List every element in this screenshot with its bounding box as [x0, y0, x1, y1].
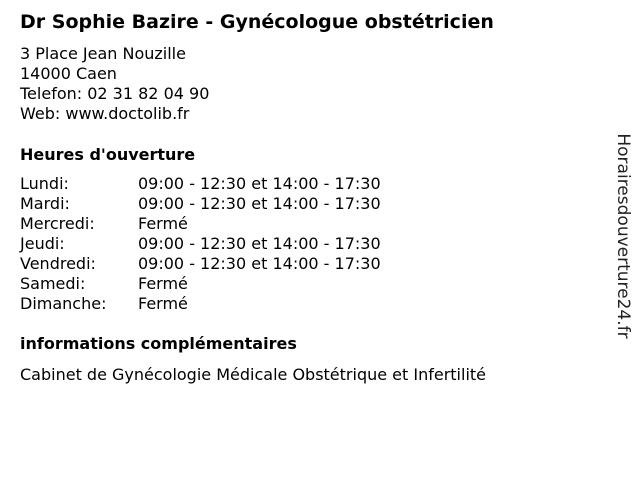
day-label: Vendredi:	[20, 254, 96, 273]
day-label: Dimanche:	[20, 294, 107, 313]
additional-info-heading: informations complémentaires	[20, 334, 297, 353]
page-title: Dr Sophie Bazire - Gynécologue obstétricien	[20, 11, 494, 33]
time-value: Fermé	[138, 274, 188, 293]
time-value: 09:00 - 12:30 et 14:00 - 17:30	[138, 174, 381, 193]
site-watermark: Horairesdouverture24.fr	[613, 133, 633, 339]
phone-number: Telefon: 02 31 82 04 90	[20, 84, 210, 103]
time-value: 09:00 - 12:30 et 14:00 - 17:30	[138, 254, 381, 273]
additional-info-text: Cabinet de Gynécologie Médicale Obstétrique et Infertilité	[20, 365, 487, 384]
day-label: Jeudi:	[20, 234, 65, 253]
time-value: 09:00 - 12:30 et 14:00 - 17:30	[138, 234, 381, 253]
website: Web: www.doctolib.fr	[20, 104, 190, 123]
time-value: Fermé	[138, 214, 188, 233]
opening-hours-heading: Heures d'ouverture	[20, 145, 196, 164]
day-label: Mardi:	[20, 194, 70, 213]
time-value: Fermé	[138, 294, 188, 313]
day-label: Mercredi:	[20, 214, 95, 233]
street-address: 3 Place Jean Nouzille	[20, 44, 186, 63]
time-value: 09:00 - 12:30 et 14:00 - 17:30	[138, 194, 381, 213]
day-label: Lundi:	[20, 174, 69, 193]
day-label: Samedi:	[20, 274, 86, 293]
address-block	[20, 44, 209, 124]
city-postcode: 14000 Caen	[20, 64, 117, 83]
